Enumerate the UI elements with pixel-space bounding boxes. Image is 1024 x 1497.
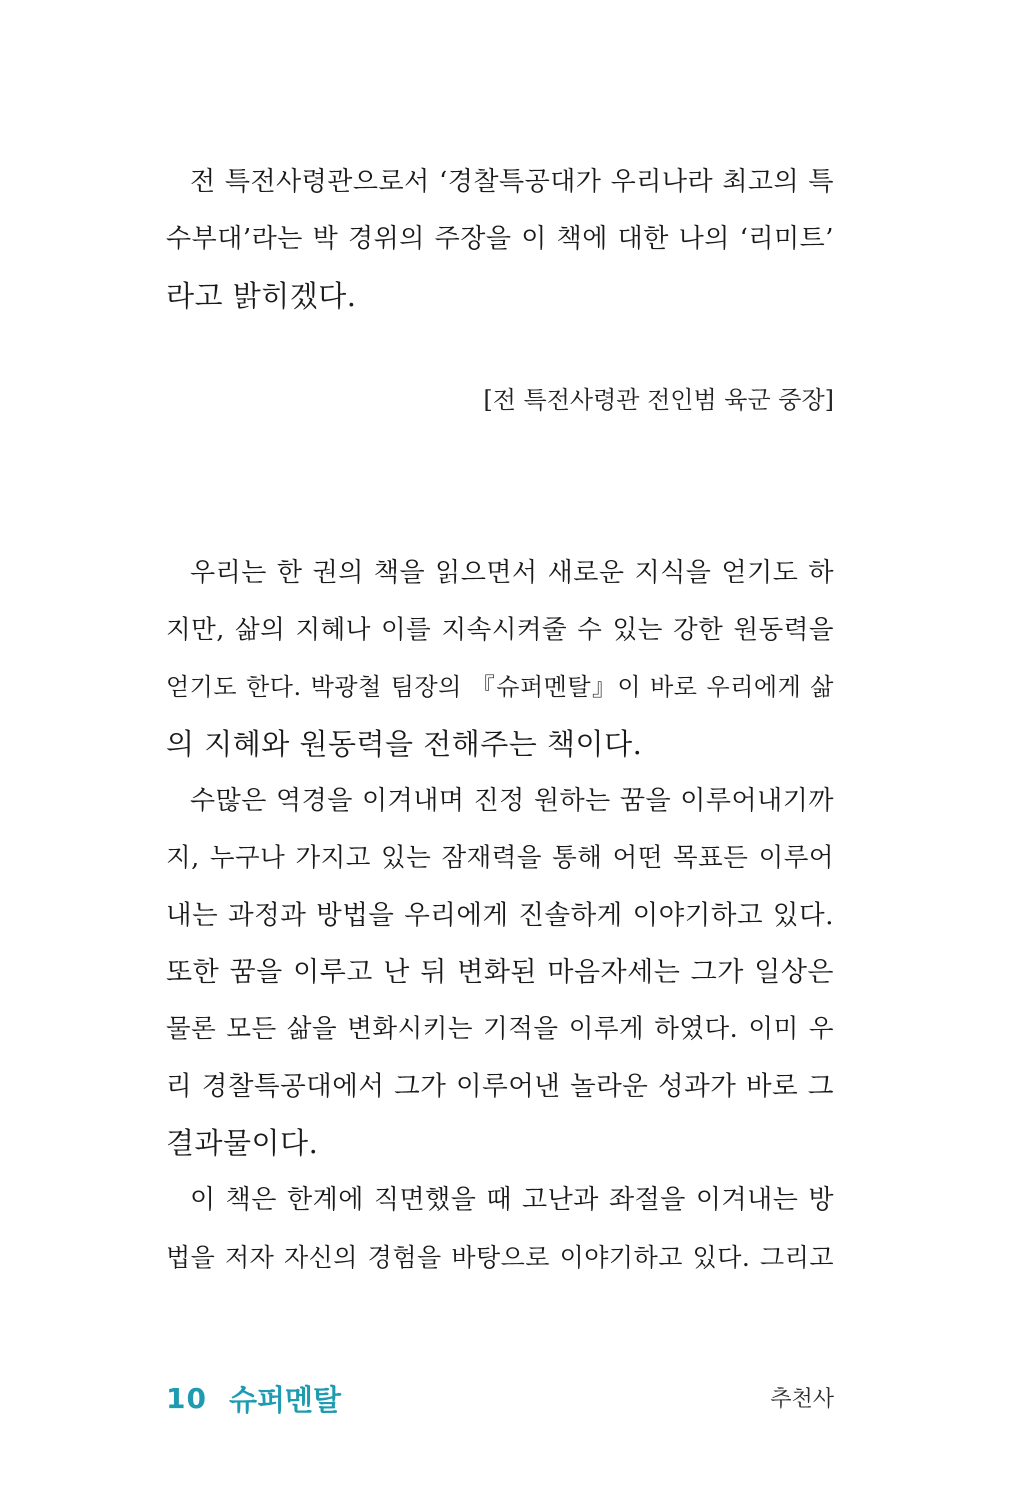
text-line: 얻기도 한다. 박광철 팀장의 『슈퍼멘탈』이 바로 우리에게 삶 — [166, 673, 834, 701]
text-line: 물론 모든 삶을 변화시키는 기적을 이루게 하였다. 이미 우 — [166, 1014, 834, 1044]
page-number: 10 — [166, 1381, 207, 1415]
text-line: 라고 밝히겠다. — [166, 279, 357, 313]
running-section-title: 추천사 — [770, 1387, 834, 1412]
text-line: 리 경찰특공대에서 그가 이루어낸 놀라운 성과가 바로 그 — [166, 1071, 834, 1102]
text-line: 또한 꿈을 이루고 난 뒤 변화된 마음자세는 그가 일상은 — [166, 957, 834, 988]
text-line: 전 특전사령관으로서 ‘경찰특공대가 우리나라 최고의 특 — [190, 167, 834, 197]
endorsement-paragraph-2 — [166, 545, 834, 1286]
text-line: 우리는 한 권의 책을 읽으면서 새로운 지식을 얻기도 하 — [190, 558, 834, 588]
text-line: 이 책은 한계에 직면했을 때 고난과 좌절을 이겨내는 방 — [190, 1185, 834, 1215]
endorsement-attribution: [전 특전사령관 전인범 육군 중장] — [483, 386, 834, 414]
text-line: 수많은 역경을 이겨내며 진정 원하는 꿈을 이루어내기까 — [190, 786, 834, 816]
text-line: 내는 과정과 방법을 우리에게 진솔하게 이야기하고 있다. — [166, 900, 834, 931]
text-line: 결과물이다. — [166, 1126, 319, 1160]
text-line: 지, 누구나 가지고 있는 잠재력을 통해 어떤 목표든 이루어 — [166, 843, 834, 873]
text-line: 의 지혜와 원동력을 전해주는 책이다. — [166, 727, 643, 761]
text-line: 지만, 삶의 지혜나 이를 지속시켜줄 수 있는 강한 원동력을 — [166, 615, 834, 645]
running-book-title: 슈퍼멘탈 — [228, 1382, 342, 1417]
page-footer-left — [166, 1378, 341, 1418]
text-line: 법을 저자 자신의 경험을 바탕으로 이야기하고 있다. 그리고 — [166, 1243, 834, 1272]
text-line: 수부대’라는 박 경위의 주장을 이 책에 대한 나의 ‘리미트’ — [166, 224, 834, 254]
endorsement-paragraph-1 — [166, 154, 834, 325]
